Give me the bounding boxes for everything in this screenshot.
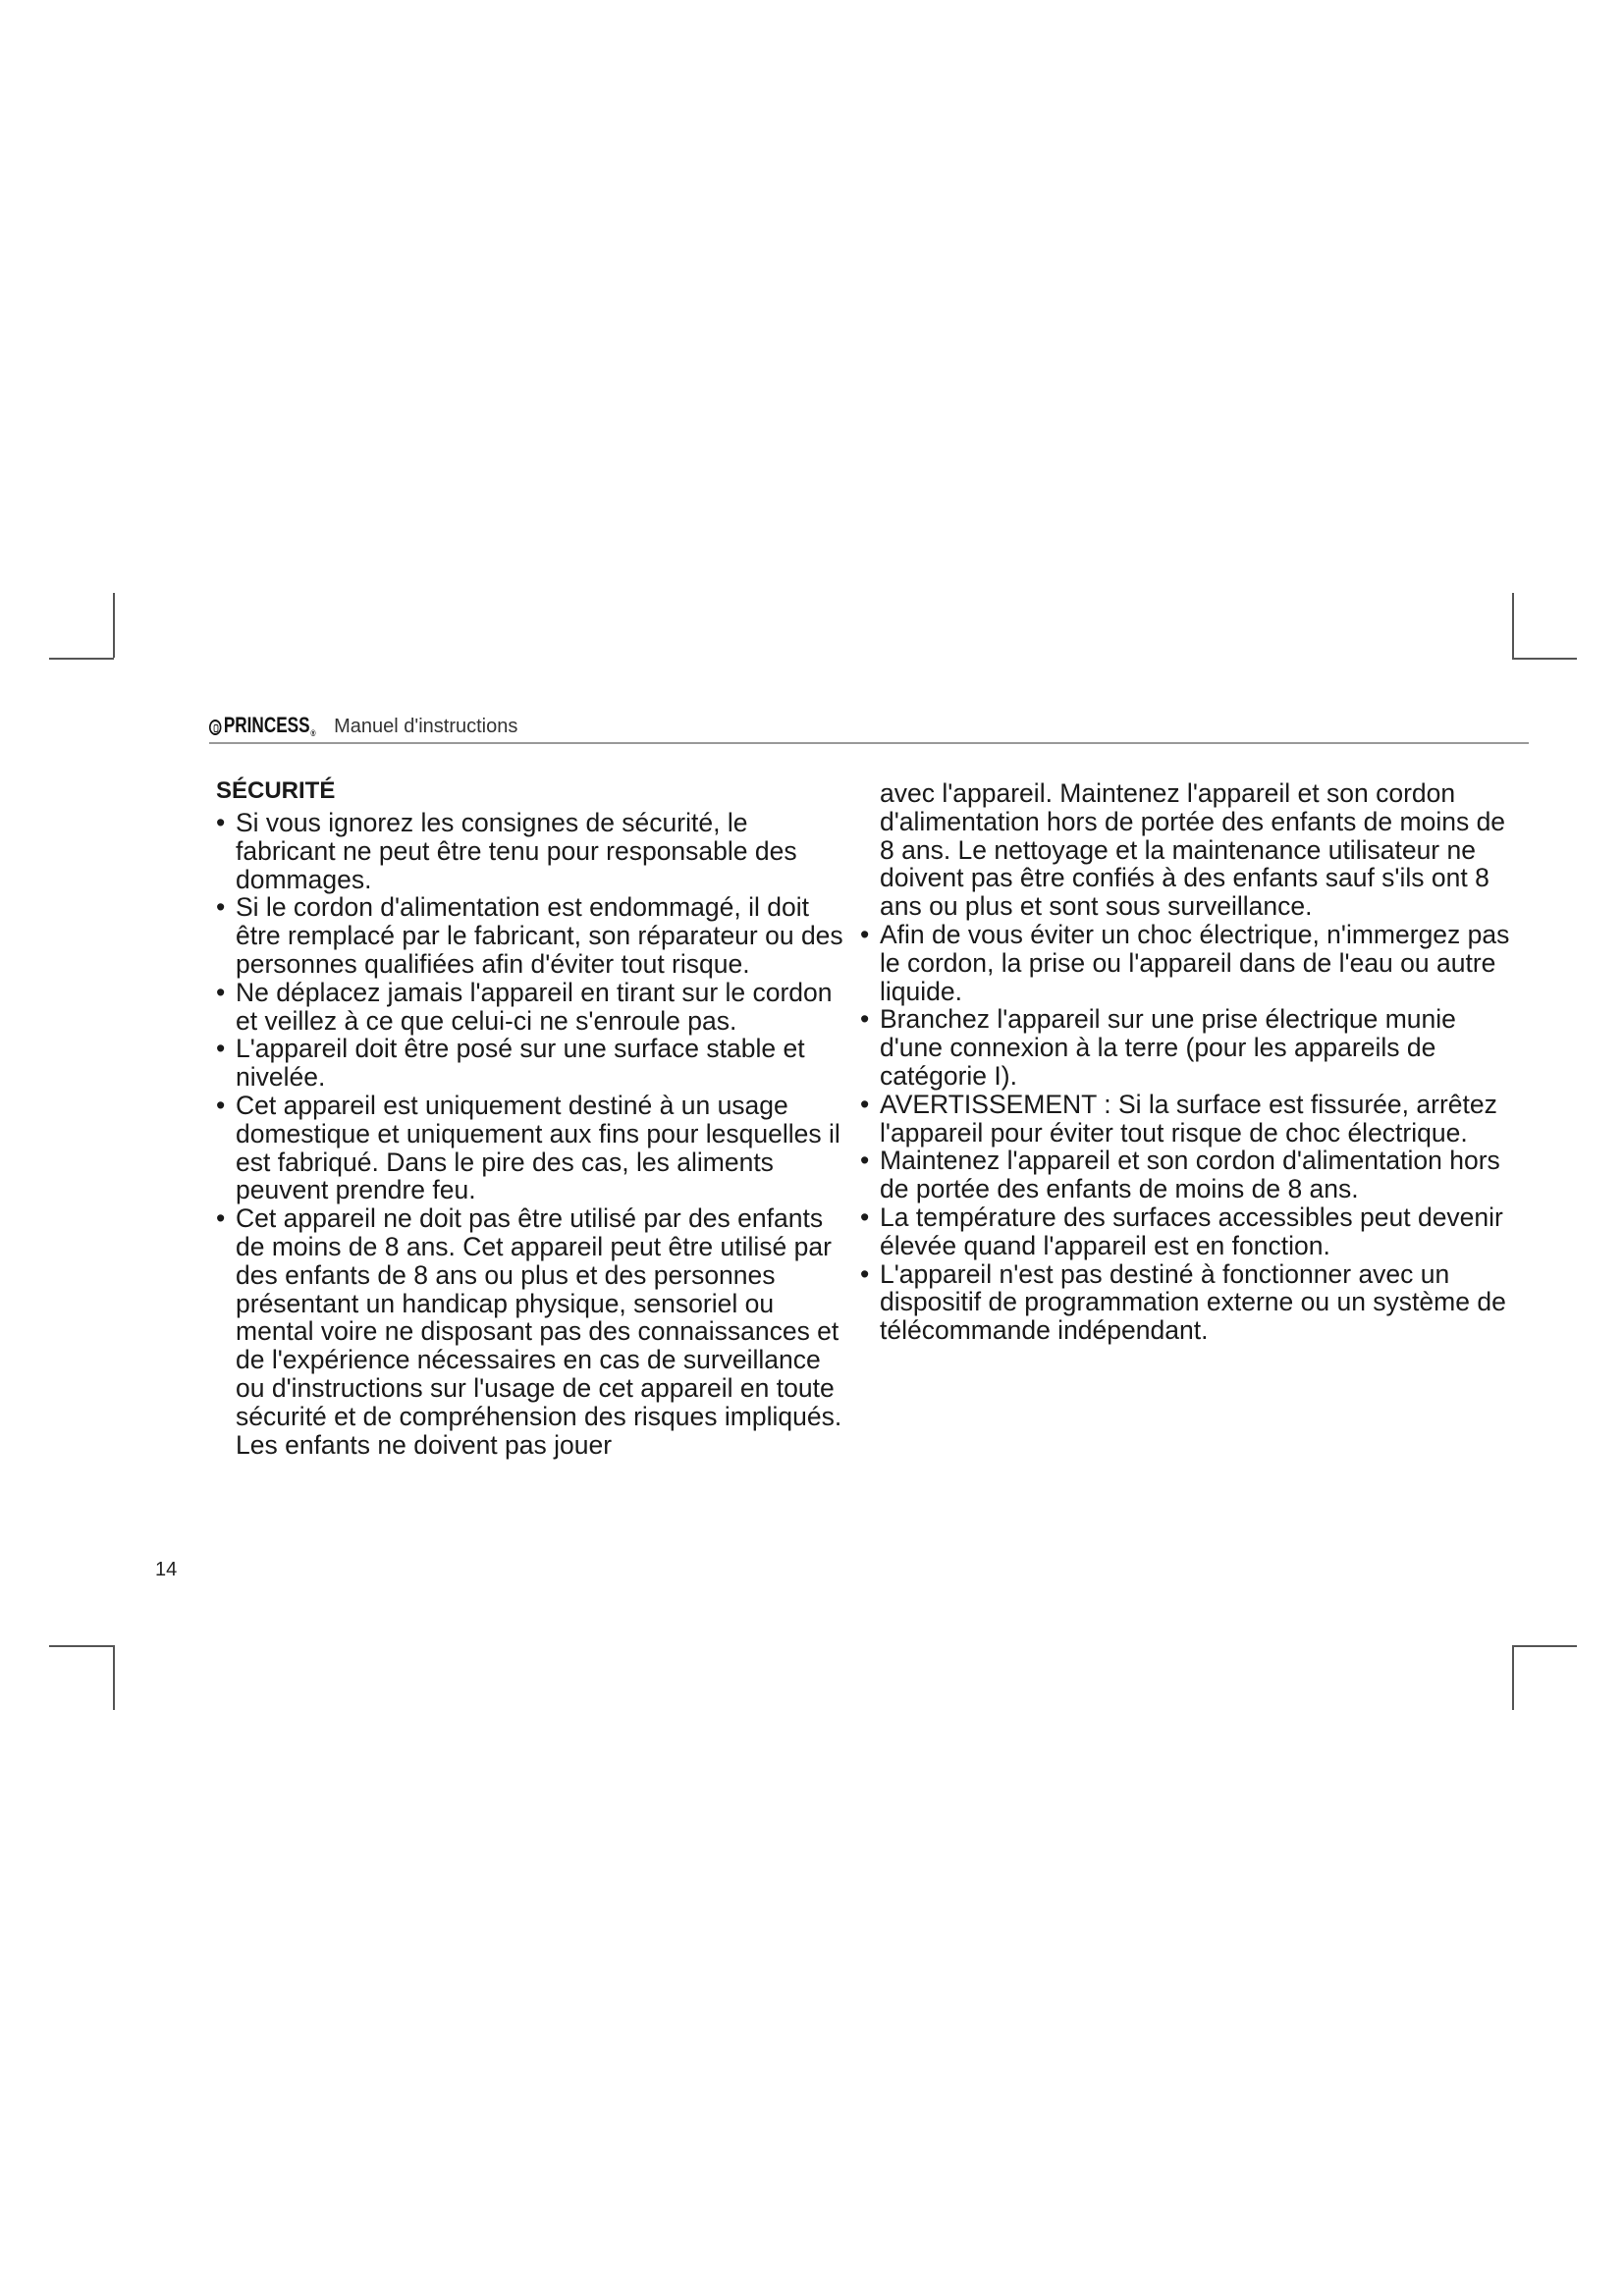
list-item-continuation: avec l'appareil. Maintenez l'appareil et son cordon d'alimentation hors de portée des enfants de moins de 8 ans. Le nettoyage et la maintenance utilisateur ne doivent pas être confiés à des enfants sauf s'ils ont 8 ans ou plus et sont sous surveillance. (880, 778, 1506, 922)
crop-mark (49, 658, 114, 660)
crop-mark (113, 1645, 115, 1710)
crop-mark (113, 593, 115, 658)
document-title: Manuel d'instructions (334, 716, 518, 737)
brand-logo (209, 713, 316, 738)
left-column (210, 777, 848, 1459)
list-item: • Branchez l'appareil sur une prise électrique munie d'une connexion à la terre (pour les appareils de catégorie I). (854, 1005, 1514, 1090)
safety-list-left (210, 809, 848, 1459)
crop-mark (1512, 593, 1514, 658)
brand-name: PRINCESS (223, 713, 310, 737)
list-item: • Cet appareil est uniquement destiné à un usage domestique et uniquement aux fins pour lesquelles il est fabriqué. Dans le pire des cas, les aliments peuvent prendre feu. (210, 1092, 848, 1204)
list-item: • Afin de vous éviter un choc électrique, n'immergez pas le cordon, la prise ou l'appareil dans de l'eau ou autre liquide. (854, 921, 1514, 1005)
crop-mark (1512, 1645, 1514, 1710)
list-item: • Ne déplacez jamais l'appareil en tirant sur le cordon et veillez à ce que celui-ci ne s'enroule pas. (210, 979, 848, 1036)
crop-mark (1512, 658, 1577, 660)
list-item: • AVERTISSEMENT : Si la surface est fissurée, arrêtez l'appareil pour éviter tout risque de choc électrique. (854, 1091, 1514, 1148)
list-item: • L'appareil n'est pas destiné à fonctionner avec un dispositif de programmation externe ou un système de télécommande indépendant. (854, 1260, 1514, 1345)
crop-mark (1512, 1645, 1577, 1647)
list-item: • La température des surfaces accessibles peut devenir élevée quand l'appareil est en fonction. (854, 1203, 1514, 1260)
list-item: • Si vous ignorez les consignes de sécurité, le fabricant ne peut être tenu pour responsable des dommages. (210, 809, 848, 893)
page-header (209, 705, 1529, 738)
registered-mark: ® (310, 728, 316, 738)
list-item: • Cet appareil ne doit pas être utilisé par des enfants de moins de 8 ans. Cet appareil peut être utilisé par des enfants de 8 ans ou plus et des personnes présentant un handicap physique, sensoriel ou mental voire ne disposant pas des connaissances et de l'expérience nécessaires en cas de surveillance ou d'instructions sur l'usage de cet appareil en toute sécurité et de compréhension des risques impliqués. Les enfants ne doivent pas jouer (210, 1204, 848, 1459)
crop-mark (49, 1645, 114, 1647)
safety-list-right (854, 921, 1514, 1345)
right-column (854, 779, 1514, 1345)
page-number: 14 (155, 1559, 178, 1580)
header-divider (209, 742, 1529, 744)
list-item: • L'appareil doit être posé sur une surface stable et nivelée. (210, 1035, 848, 1092)
section-title: SÉCURITÉ (216, 777, 336, 804)
princess-logo-icon (209, 720, 221, 735)
list-item: • Si le cordon d'alimentation est endommagé, il doit être remplacé par le fabricant, son réparateur ou des personnes qualifiées afin d'éviter tout risque. (210, 893, 848, 978)
list-item: • Maintenez l'appareil et son cordon d'alimentation hors de portée des enfants de moins de 8 ans. (854, 1147, 1514, 1203)
